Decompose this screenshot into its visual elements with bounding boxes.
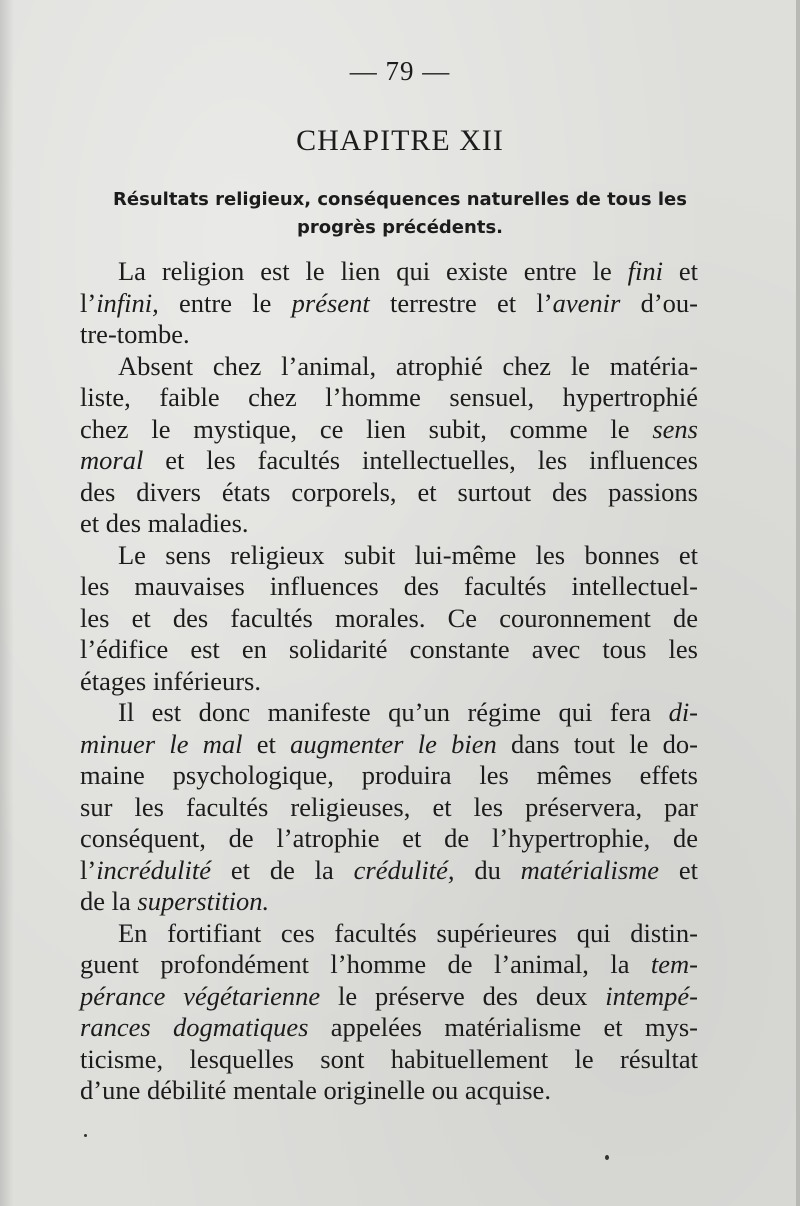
text-segment: l’édifice est en solidarité constante avec tous les: [80, 634, 698, 664]
chapter-title: CHAPITRE XII: [296, 124, 504, 157]
page-edge-right: [796, 0, 800, 1206]
text-line: [80, 382, 698, 414]
italic-text: rances dogmatiques: [80, 1012, 309, 1042]
text-line: [80, 288, 698, 320]
page-number: — 79 —: [349, 56, 451, 86]
text-segment: des divers états corporels, et surtout des passions: [80, 476, 698, 507]
text-segment: chez le mystique, ce lien subit, comme le: [80, 413, 653, 444]
text-segment: Il est donc manifeste qu’un régime qui fera: [118, 697, 669, 727]
text-segment: le préserve des deux: [320, 980, 606, 1011]
italic-text: di-: [668, 697, 698, 727]
text-segment: les et des facultés morales. Ce couronnement de: [80, 602, 698, 633]
text-line: [80, 1075, 698, 1107]
text-segment: les mauvaises influences des facultés intellectuel-: [80, 571, 698, 601]
text-line: [80, 445, 698, 477]
text-segment: Le sens religieux subit lui-même les bonnes et: [118, 539, 698, 570]
italic-text: avenir: [552, 287, 621, 318]
text-segment: l’: [80, 287, 97, 318]
text-line: [80, 1044, 698, 1076]
text-segment: d’ou-: [620, 287, 698, 318]
italic-text: crédulité,: [353, 854, 455, 885]
text-line: [80, 508, 698, 540]
italic-text: incrédulité: [96, 854, 211, 885]
text-segment: de la: [80, 886, 138, 916]
text-segment: La religion est le lien qui existe entre le: [118, 256, 628, 286]
text-line: [80, 1012, 698, 1044]
text-segment: ticisme, lesquelles sont habituellement le résultat: [80, 1043, 698, 1074]
chapter-subtitle: Résultats religieux, conséquences naturelles de tous les progrès précédents.: [113, 189, 687, 238]
text-segment: liste, faible chez l’homme sensuel, hypertrophié: [80, 382, 698, 412]
text-line: [80, 603, 698, 635]
text-segment: maine psychologique, produira les mêmes effets: [80, 760, 698, 790]
text-segment: dans tout le do-: [496, 728, 698, 759]
text-line: [80, 981, 698, 1013]
text-segment: et: [659, 854, 699, 885]
text-line: [80, 949, 698, 981]
text-segment: et de la: [211, 854, 354, 885]
italic-text: fini: [627, 256, 663, 286]
text-segment: appelées matérialisme et mys-: [308, 1012, 698, 1042]
text-line: [80, 319, 698, 351]
text-line: [80, 760, 698, 792]
italic-text: matérialisme: [520, 854, 660, 885]
text-segment: conséquent, de l’atrophie et de l’hypertrophie, de: [80, 823, 698, 853]
text-segment: et: [662, 256, 699, 286]
text-line: [80, 886, 698, 918]
italic-text: pérance végétarienne: [80, 980, 321, 1011]
text-line: [80, 634, 698, 666]
text-line: [80, 823, 698, 855]
paper-speck: [605, 1155, 609, 1160]
text-line: [80, 351, 698, 383]
paper-speck: [84, 1134, 87, 1137]
text-segment: et les facultés intellectuelles, les influences: [143, 445, 698, 475]
text-line: [80, 540, 698, 572]
text-line: [80, 729, 698, 761]
text-line: [80, 571, 698, 603]
italic-text: tem-: [650, 949, 698, 979]
text-segment: et: [242, 728, 291, 759]
text-segment: Absent chez l’animal, atrophié chez le matéria-: [118, 350, 698, 381]
text-segment: sur les facultés religieuses, et les préservera, par: [80, 791, 698, 822]
text-segment: guent profondément l’homme de l’animal, la: [80, 949, 651, 979]
body-text: [80, 256, 698, 1107]
italic-text: minuer le mal: [80, 728, 243, 759]
text-line: [80, 855, 698, 887]
text-segment: et des maladies.: [80, 508, 249, 538]
italic-text: sens: [652, 413, 698, 444]
italic-text: superstition.: [137, 886, 270, 916]
text-line: [80, 477, 698, 509]
text-segment: tre-tombe.: [80, 319, 190, 349]
text-line: [80, 256, 698, 288]
text-segment: En fortifiant ces facultés supérieures qui distin-: [118, 917, 698, 948]
text-segment: du: [454, 854, 521, 885]
italic-text: moral: [80, 445, 144, 475]
italic-text: infini,: [96, 287, 159, 318]
text-segment: entre le: [158, 287, 292, 318]
text-line: [80, 697, 698, 729]
text-segment: étages inférieurs.: [80, 665, 261, 696]
page-edge-shadow: [0, 0, 14, 1206]
text-segment: terrestre et l’: [369, 287, 553, 318]
italic-text: présent: [291, 287, 370, 318]
text-line: [80, 666, 698, 698]
text-segment: d’une débilité mentale originelle ou acquise.: [80, 1075, 551, 1105]
text-segment: l’: [80, 854, 97, 885]
text-line: [80, 918, 698, 950]
text-line: [80, 792, 698, 824]
text-line: [80, 414, 698, 446]
italic-text: augmenter le bien: [290, 728, 497, 759]
italic-text: intempé-: [605, 980, 698, 1011]
